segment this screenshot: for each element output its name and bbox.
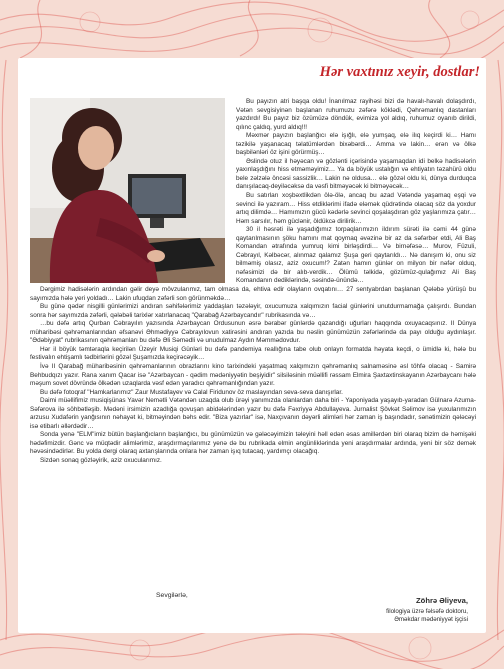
photo-spacer xyxy=(30,98,230,286)
paragraph: Sonda yenə "ELM"imiz bütün başlanğıcların başlanğıcı, bu günümüzün və gələcəyimizin təleyini həll edən əsas amillərdən biri olaraq bizim də həmişəki hədəfimizdir. Gənc və müqtədir alimlərimiz, araşdırmaçılarımız yenə də bu rubrikada elmin əngünliklərinda yeni araşdırmalar ardında, yeni bir söz demək həvəsindədirlər. Bu yolda dergi olaraq axtarışlarında onlara hər zaman işıq tutacaq, yardımçı olacağıq. xyxy=(30,431,476,456)
paragraph: Bu günə qədər nisgilli günlərimizi andıran səhifələrimiz yaddaşları təzələyir, oxucumuza xalqımızın facial günlərini unutdurmamağa çalışırdı. Bundan sonra hər sayımızda zəfərli, qələbəli tarixlər xatırlanacaq "Qarabağ Azərbaycandır" rubrikasında və… xyxy=(30,303,476,319)
paragraph: Əslində otuz il həyəcan və gözlənti içərisində yaşamaqdan idi belkə hadisələrin yaxınlaşdığını hiss etməməyimiz… Ya da böyük ustalığın və ehtiyatın təzahürü oldu bele zəlzələ öncəsi sassizlik… Lakin nə oldusa… elə gözəl oldu ki, dünya durduqca danışılacaq-deyiləcəksə da vəsfi bitməyəcək ki bitməyəcək… xyxy=(236,157,476,191)
paragraph: Bu dəfə fotoqraf "Hamkarlarımız" Zaur Mustafayev və Calal Firidunov öz maslayından seva-seva danışırlar. xyxy=(40,388,343,396)
paragraph: …bu dəfə artıq Qurban Cəbrayılın yazısında Azərbaycan Ordusunun əsrə bərabər günlərdə qazandığı uğurları haqqında oxuyacaqsınız. II Dünya müharibəsi qəhrəmanlarından əfsanəvi Əhmədiyyə Cəbrayılovun xatirəsini andıran yazıda bu nəslin günümüzün zəfərlərində da payı olduğu aydınlaşır. "Ədəbiyyat" rubrikasının qəhrəmanları bu dəfə Əli Səmədli və unudulmaz Aydın Məmmədovdur. xyxy=(30,320,476,345)
editorial-body xyxy=(30,98,476,466)
signature-role-line: filologiya üzrə fəlsəfə doktoru, xyxy=(386,608,468,615)
page-title: Hər vaxtınız xeyir, dostlar! xyxy=(319,64,480,80)
paragraph: İvə II Qarabağ müharibəsinin qəhrəmanlarının obrazlarını kino tarixindeki yaşatmaq xalqımızın qəhrəmanlıq salnaməsinə əsl töhfə olacaq - Samirə Behbudqızı yazır. Rana xanım Qacar isə "Azərbaycan - qədim mədəniyyətin beşiyidir" silsiləsinin müəllifi rəssam Elmira Şaxtaxtinskayanın Azərbaycanı hələ məşum sovet dövründə ölkədən uzaqlarda vəsf edən yaradıcı qəhrəmanlığından yazır. xyxy=(30,362,476,388)
signature-role xyxy=(318,608,468,624)
paragraph: Bu payızın atri başqa oldu! İnanılmaz rayihəsi bizi də havalı-havalı dolaşdırdı, Vətən sevgisiyinən başlanan ruhumuzu zəfərə köklədi, Qəhrəmanlıq dastanları yazdırdı! Bu payız biz özümüzə döndük, evimiza yol aldıq, ruhumuz oyanıb dirildi, qılınc çaldıq, yurd aldıq!!! xyxy=(236,98,476,131)
signature-closing: Sevgilərlə, xyxy=(156,592,188,599)
signature-role-line: Əməkdar mədəniyyət işçisi xyxy=(394,616,468,623)
paragraph: 30 il həsrəti ilə yaşadığımız torpaqlarımızın ildırım sürəti ilə cəmi 44 günə qaytarılmasının şöku hamını mat qoymaq əvəzinə bir az da səfərbər etdi, Ali Baş Komandan ətrafında yumruq kimi birləşdirdi… Və birnəfəsə… Murov, Füzuli, Cəbrayıl, Kəlbəcər, alınmaz qalamız Şuşa geri qaytarıldı… Nə danışım ki, onu siz bilməmiş olasız, aziz oxucum!? Zatən hamın günlər on milyon bir nəfər olduq, nəfəsimizi də bir alıb-verdik… Ölümü təlkidə, gözümüz-qulağımız Ali Baş Komandanın dediklərində, səsində-ünündə… xyxy=(236,226,476,285)
paragraph: Bu satırları xoşbəxtlikdən ölə-ölə, ancaq bu azad Vətəndə yaşamaq eşqi və sevinci ilə yazıram… Hiss etdiklərimi ifadə eləmək qüdrətində olacaq söz da yoxdur artıq dilimdə… Hamımızın gücü kədərlə sevinci qoşalaşdıran göz yaşlarımıza çatır… Həm sarsılır, həm güclənir, öldükcə dirilirik… xyxy=(236,192,476,225)
editorial-page xyxy=(18,58,486,633)
signature-name: Zöhrə Əliyeva, xyxy=(416,596,468,605)
paragraph: Sizdən sonaq gözləyirik, aziz oxucularımız. xyxy=(40,456,162,464)
paragraph: Dərgimiz hadisələrin ardından gəlir deyə mövzularımız, tam olmasa da, ehtiva edir olayların ovqatını… 27 sentyabrdan başlanan Qələbə yürüşü bu sayımızda hələ yeri yoldadı… Lakin ufuqdan zəfərli son görünməkdə… xyxy=(30,286,476,302)
paragraph: Hər il böyük təmtəraqla keçirilən Üzeyir Musiqi Günləri bu dəfə pandemiya reallığına tabe olub onlayn formatda həyata keçdi, o ümidlə ki, hələ bu festivalın ehtişamlı tədbirlərini gözəl Şuşamızda keçirəcəyik… xyxy=(30,345,476,362)
paragraph: Məxmər payızın başlanğıcı elə işığlı, elə yumşaq, elə ilıq keçirdi ki… Hamı təzikilə yaşanacaq təlatümlərdən bixəbərdi… Amma və lakin… erən və ölkə başbilənləri öz işini görürmüş… xyxy=(236,132,476,157)
paragraph: Daimi müəllifimiz musiqişünas Yavər Nemətli Vətəndən uzaqda olub ürəyi yanımızda olanlardan daha biri - Yaponiyada yaşayıb-yaradan Gülnarə Azuma-Səfərova ilə söhbətləşib. Mədəni irsimizin azadlığa qovuşan abidələrindən yazır bu dəfə Fəxriyyə Abdullayeva. Jurnalist Şövkət Səlimov isə yuxularımızın arzusu Xudafərin yanğısının nəhayət ki, bitməyindən bəhs edir. "Biza yazırlar" isə, Naxçıvanın dəyərli alimləri hər zaman iş başındadır, sənətimizin qələcəyi isə etibarlı əllərdədir… xyxy=(30,397,476,430)
